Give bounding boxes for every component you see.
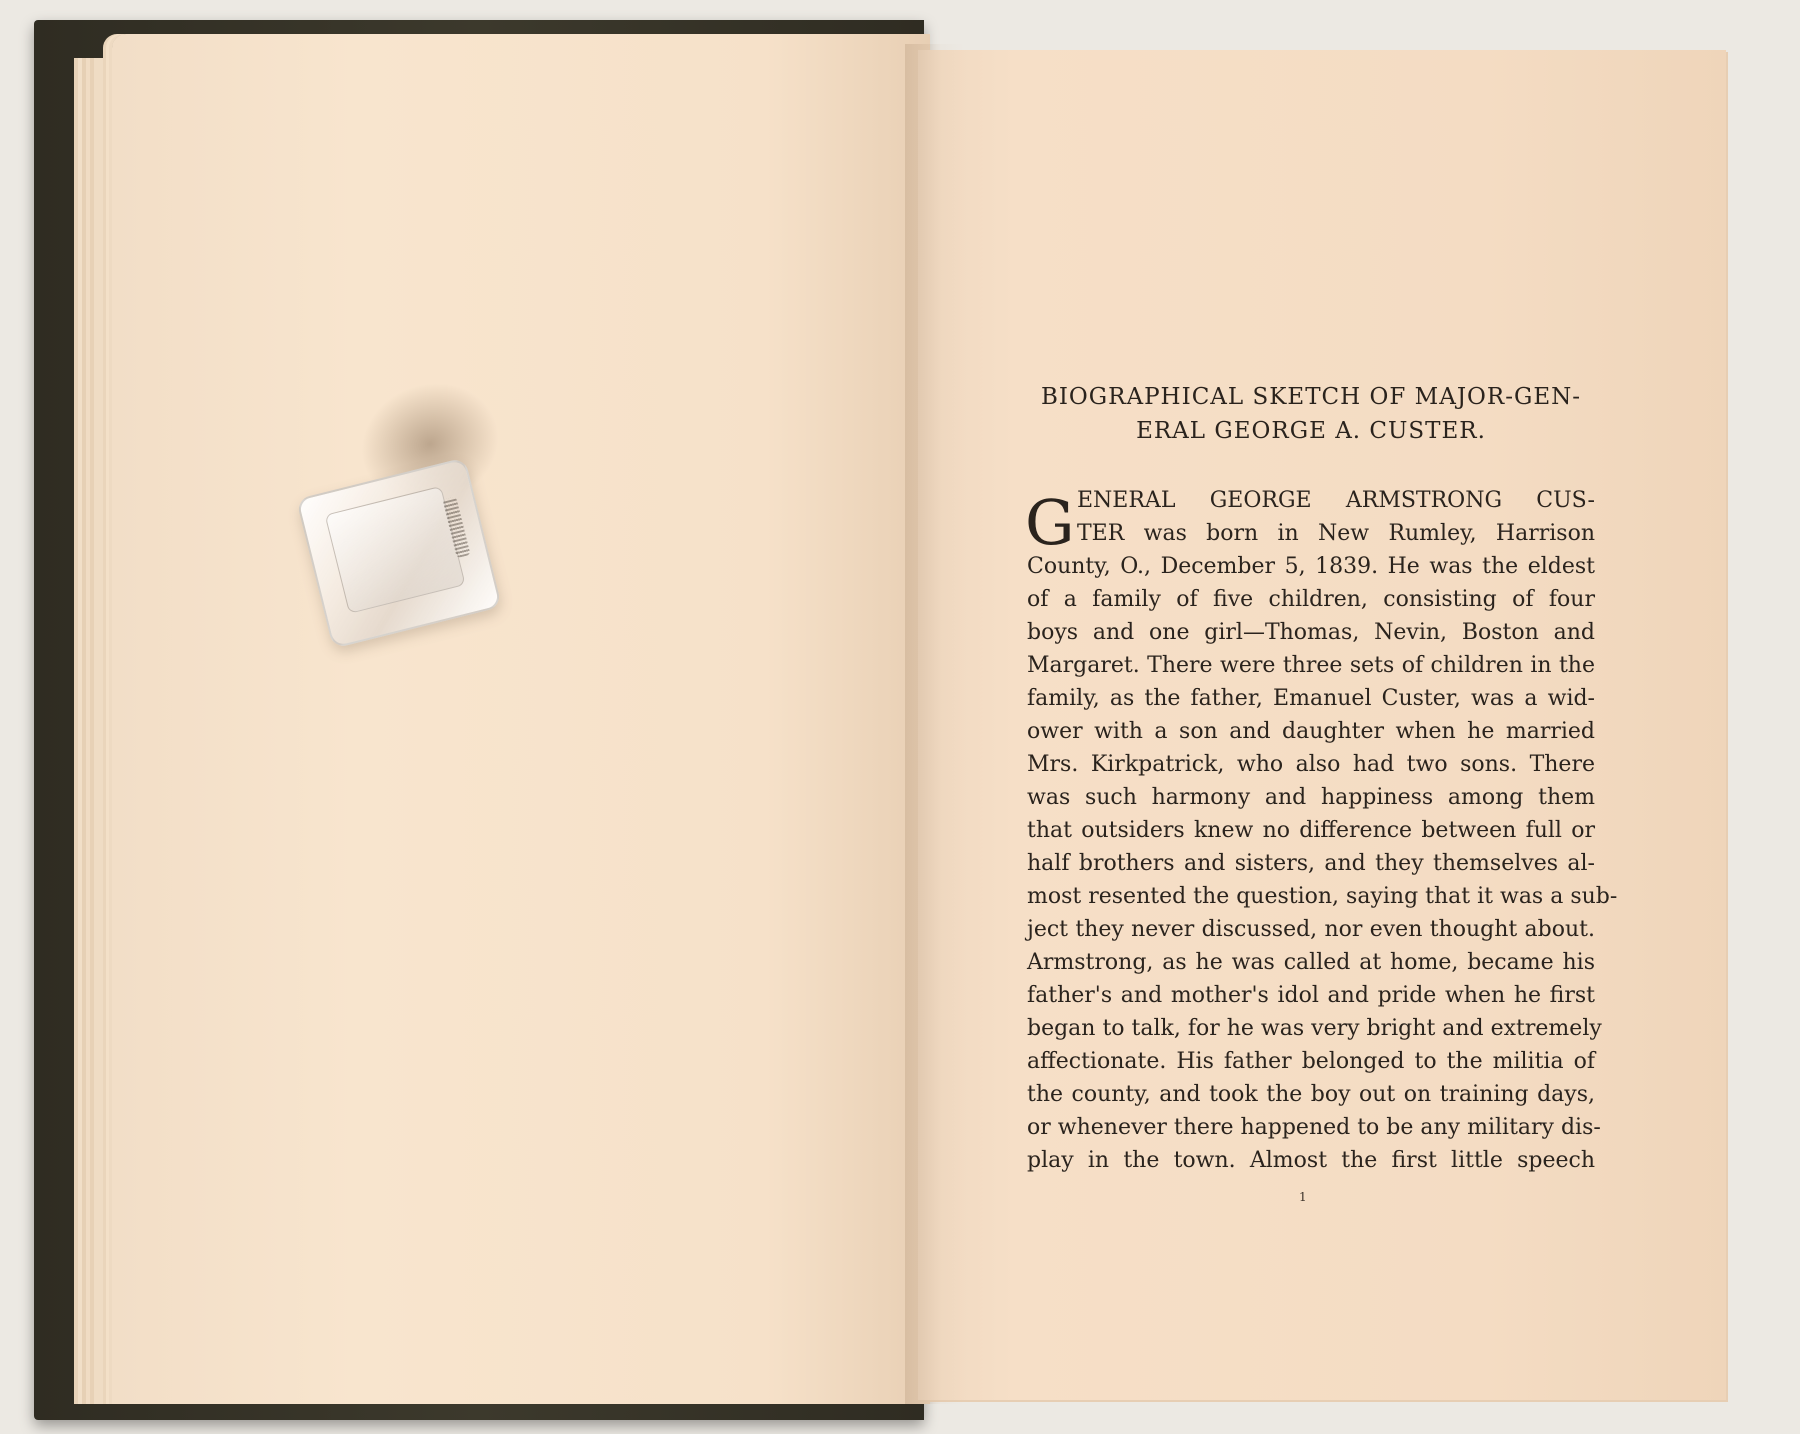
left-page-blank xyxy=(112,34,930,1404)
body-line: ower with a son and daughter when he married xyxy=(1027,719,1595,744)
body-line: that outsiders knew no difference between full or xyxy=(1027,818,1595,843)
body-line: was such harmony and happiness among them xyxy=(1027,785,1595,810)
body-line: ENERAL GEORGE ARMSTRONG CUS- xyxy=(1077,488,1595,513)
body-line: half brothers and sisters, and they themselves al- xyxy=(1027,851,1595,876)
drop-cap: G xyxy=(1025,486,1075,559)
body-line: began to talk, for he was very bright and extremely xyxy=(1027,1016,1602,1041)
body-line: family, as the father, Emanuel Custer, was a wid- xyxy=(1027,686,1595,711)
body-line: boys and one girl—Thomas, Nevin, Boston and xyxy=(1027,620,1595,645)
book-gutter xyxy=(905,44,965,1404)
body-line: most resented the question, saying that it was a sub- xyxy=(1027,884,1618,909)
body-line: TER was born in New Rumley, Harrison xyxy=(1077,521,1595,546)
body-line: the county, and took the boy out on training days, xyxy=(1027,1082,1595,1107)
heading-line: BIOGRAPHICAL SKETCH OF MAJOR-GEN- xyxy=(1040,384,1582,410)
body-line: Margaret. There were three sets of children in the xyxy=(1027,653,1595,678)
chapter-text xyxy=(1025,380,1618,1177)
body-line: or whenever there happened to be any military dis- xyxy=(1027,1115,1601,1140)
body-line: play in the town. Almost the first little speech xyxy=(1027,1148,1595,1173)
page-number: 1 xyxy=(1299,1190,1307,1204)
heading-line: ERAL GEORGE A. CUSTER. xyxy=(1136,418,1486,444)
body-line: Mrs. Kirkpatrick, who also had two sons. There xyxy=(1027,752,1595,777)
body-line: ject they never discussed, nor even thought about. xyxy=(1027,917,1595,942)
body-line: of a family of five children, consisting of four xyxy=(1027,587,1595,612)
body-line: affectionate. His father belonged to the militia of xyxy=(1027,1049,1595,1074)
body-line: County, O., December 5, 1839. He was the eldest xyxy=(1027,554,1595,579)
body-line: Armstrong, as he was called at home, became his xyxy=(1027,950,1595,975)
chapter-heading xyxy=(1027,380,1595,448)
chapter-body xyxy=(1025,484,1618,1177)
body-line: father's and mother's idol and pride when he first xyxy=(1027,983,1595,1008)
